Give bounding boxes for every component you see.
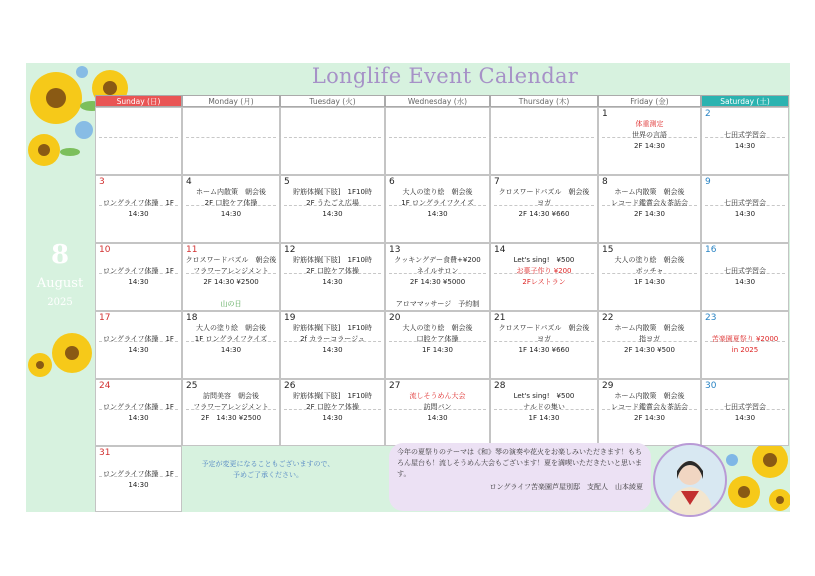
day-number: 6 [389,177,395,187]
day-cell-30 [701,379,789,446]
month-side-label [26,240,94,308]
empty-day-cell [280,107,385,175]
event-text: 14:30 [128,414,149,422]
day-number: 14 [494,245,506,255]
event-text: 2F 14:30 ¥5000 [409,278,466,286]
day-cell-14 [490,243,598,311]
event-text: レコード鑑賞会＆茶話会 [611,199,688,207]
event-text: 大人の塗り絵 朝会後 [614,256,685,264]
day-cell-27 [385,379,490,446]
event-text: フラワーアレンジメント [193,267,269,275]
event-text: 2F 14:30 [634,142,665,150]
day-number: 22 [602,313,614,323]
event-text: 世界の言語 [632,131,667,139]
event-text: 七田式学習会 [724,403,766,411]
day-cell-29 [598,379,701,446]
empty-day-cell [385,107,490,175]
event-text: ネイルサロン [416,267,459,275]
event-text: ロングライフ体操 1F [103,199,174,207]
event-text: 1F 14:30 ¥660 [518,346,570,354]
event-text: 2F 14:30 ¥2500 [203,278,259,286]
day-number: 25 [186,381,198,391]
event-text: 14:30 [220,346,242,354]
event-text: 14:30 [734,278,756,286]
manager-message [389,443,651,511]
event-text: ナルドの集い [523,403,565,411]
weekday-header: Sunday (日) [95,95,182,107]
event-text: in 2025 [731,346,759,354]
month-name: August [36,276,84,291]
event-text: ホーム内散策 朝会後 [614,392,685,400]
day-number: 19 [284,313,296,323]
event-text: クッキングデー食費+¥200 [394,256,481,264]
event-text: 2F 口腔ケア体操 [306,403,359,411]
day-cell-8 [598,175,701,243]
day-number: 1 [602,109,608,119]
event-text: ホーム内散策 朝会後 [196,188,266,196]
month-number: 8 [50,240,70,270]
weekday-header: Saturday (土) [701,95,789,107]
event-text: 14:30 [734,210,756,218]
day-number: 10 [99,245,111,255]
day-cell-15 [598,243,701,311]
day-cell-28 [490,379,598,446]
day-number: 21 [494,313,506,323]
event-text: 1F 14:30 [528,414,560,422]
cell-divider [494,137,594,138]
day-cell-24 [95,379,182,446]
day-cell-3 [95,175,182,243]
event-text: 14:30 [734,142,756,150]
day-number: 29 [602,381,614,391]
sunflower-decoration-left [26,325,94,385]
event-text: 14:30 [220,210,242,218]
note-line-2: 予めご了承ください。 [233,471,303,479]
day-number: 9 [705,177,711,187]
day-cell-5 [280,175,385,243]
event-text: ロングライフ体操 1F [103,267,174,275]
day-cell-7 [490,175,598,243]
event-text: 七田式学習会 [724,131,766,139]
day-cell-31 [95,446,182,512]
day-number: 12 [284,245,296,255]
event-text: Let's sing! ¥500 [513,256,575,264]
event-text: ホーム内散策 朝会後 [614,324,685,332]
event-text: 指ヨガ [639,335,660,343]
day-number: 30 [705,381,717,391]
event-text: 七田式学習会 [724,267,766,275]
day-cell-21 [490,311,598,379]
day-cell-4 [182,175,280,243]
cell-divider [284,137,381,138]
event-text: 貯筋体操[下肢] 1F10時 [293,392,372,400]
day-cell-22 [598,311,701,379]
cell-divider [186,137,276,138]
weekday-header: Wednesday (水) [385,95,490,107]
day-cell-11 [182,243,280,311]
event-text: 1F 14:30 [422,346,453,354]
sunflower-decoration-bottom-right [722,440,790,514]
event-text: 貯筋体操[下肢] 1F10時 [293,324,372,332]
event-text: 2Fレストラン [522,278,566,286]
event-text: 1F 14:30 [634,278,665,286]
day-number: 24 [99,381,111,391]
event-text: 口腔ケア体操 [416,335,459,343]
cell-divider [99,137,178,138]
event-text: クロスワードパズル 朝会後 [498,324,590,332]
event-text: 2F 14:30 [634,210,665,218]
weekday-header: Monday (月) [182,95,280,107]
day-cell-17 [95,311,182,379]
day-number: 31 [99,448,111,458]
day-cell-10 [95,243,182,311]
event-text: 大人の塗り絵 朝会後 [196,324,266,332]
weekday-header: Friday (金) [598,95,701,107]
day-number: 27 [389,381,401,391]
day-number: 13 [389,245,401,255]
event-text: アロママッサージ 予約制 [395,300,480,308]
event-text: レコード鑑賞会＆茶話会 [611,403,688,411]
calendar-title: Longlife Event Calendar [311,64,579,88]
event-text: ホーム内散策 朝会後 [614,188,685,196]
day-cell-12 [280,243,385,311]
event-text: 大人の塗り絵 朝会後 [402,324,473,332]
weekday-header: Tuesday (火) [280,95,385,107]
event-text: 2f カラーコラージュ [300,335,365,343]
message-signature: ロングライフ苦楽園芦屋別邸 支配人 山本綾夏 [489,483,643,491]
day-cell-25 [182,379,280,446]
event-text: 2F 14:30 ¥500 [624,346,675,354]
event-text: 訪問美容 朝会後 [203,392,259,400]
event-text: 体重測定 [635,120,664,128]
day-number: 11 [186,245,198,255]
event-text: 14:30 [128,278,149,286]
day-cell-1 [598,107,701,175]
day-number: 3 [99,177,105,187]
event-text: 貯筋体操[下肢] 1F10時 [293,256,372,264]
event-text: 14:30 [734,414,756,422]
day-cell-16 [701,243,789,311]
event-text: 2F 14:30 [634,414,665,422]
event-text: 1F ロングライフクイズ [401,199,474,207]
day-cell-20 [385,311,490,379]
event-text: Let's sing! ¥500 [513,392,575,400]
event-text: 山の日 [220,300,242,308]
event-text: 訪問パン [423,403,452,411]
event-text: フラワーアレンジメント [193,403,269,411]
event-text: ボッチャ [635,267,664,275]
person-portrait-icon [655,445,725,515]
day-cell-2 [701,107,789,175]
day-cell-23 [701,311,789,379]
event-text: クロスワードパズル 朝会後 [498,188,590,196]
event-text: ロングライフ体操 1F [103,335,174,343]
day-number: 23 [705,313,717,323]
day-cell-18 [182,311,280,379]
event-text: 2F うたごえ広場 [306,199,359,207]
day-number: 4 [186,177,192,187]
event-text: お菓子作り ¥200 [516,267,572,275]
event-text: 2F 14:30 ¥660 [518,210,570,218]
schedule-change-note [198,459,338,481]
day-cell-6 [385,175,490,243]
cell-divider [389,137,486,138]
event-text: 14:30 [322,210,343,218]
day-number: 7 [494,177,500,187]
day-number: 15 [602,245,614,255]
day-number: 20 [389,313,401,323]
event-text: 貯筋体操[下肢] 1F10時 [293,188,372,196]
event-text: 苦楽園夏祭り ¥2000 [711,335,779,343]
event-text: 2F 口腔ケア体操 [204,199,258,207]
day-number: 5 [284,177,290,187]
event-text: 流しそうめん大会 [409,392,466,400]
empty-day-cell [182,107,280,175]
event-text: クロスワードパズル 朝会後 [185,256,277,264]
event-text: 14:30 [322,278,343,286]
event-text: ロングライフ体操 1F [103,403,174,411]
event-text: 2F 口腔ケア体操 [306,267,359,275]
message-text: 今年の夏祭りのテーマは《和》琴の演奏や花火をお楽しみいただきます！もちろん屋台も！流しそうめん大会もございます！夏を満喫いただきたいと思います。 [397,448,642,478]
year-label: 2025 [47,297,73,308]
day-number: 18 [186,313,198,323]
day-cell-13 [385,243,490,311]
day-cell-19 [280,311,385,379]
day-number: 16 [705,245,717,255]
day-number: 2 [705,109,711,119]
event-text: 14:30 [427,210,448,218]
event-text: 大人の塗り絵 朝会後 [402,188,473,196]
event-text: ヨガ [537,199,551,207]
event-text: 2F 14:30 ¥2500 [200,414,262,422]
day-number: 26 [284,381,296,391]
event-text: 14:30 [128,481,149,489]
day-cell-26 [280,379,385,446]
event-text: ロングライフ体操 1F [103,470,174,478]
manager-photo [653,443,727,517]
event-text: 14:30 [322,414,343,422]
weekday-header: Thursday (木) [490,95,598,107]
day-number: 17 [99,313,111,323]
event-text: 14:30 [128,346,149,354]
event-text: 14:30 [427,414,448,422]
event-text: 14:30 [322,346,343,354]
empty-day-cell [490,107,598,175]
note-line-1: 予定が変更になることもございますので、 [201,460,335,468]
empty-day-cell [95,107,182,175]
day-cell-9 [701,175,789,243]
day-number: 8 [602,177,608,187]
event-text: ヨガ [537,335,551,343]
event-text: 14:30 [128,210,149,218]
event-text: 1F ロングライフクイズ [194,335,268,343]
day-number: 28 [494,381,506,391]
event-text: 七田式学習会 [724,199,766,207]
